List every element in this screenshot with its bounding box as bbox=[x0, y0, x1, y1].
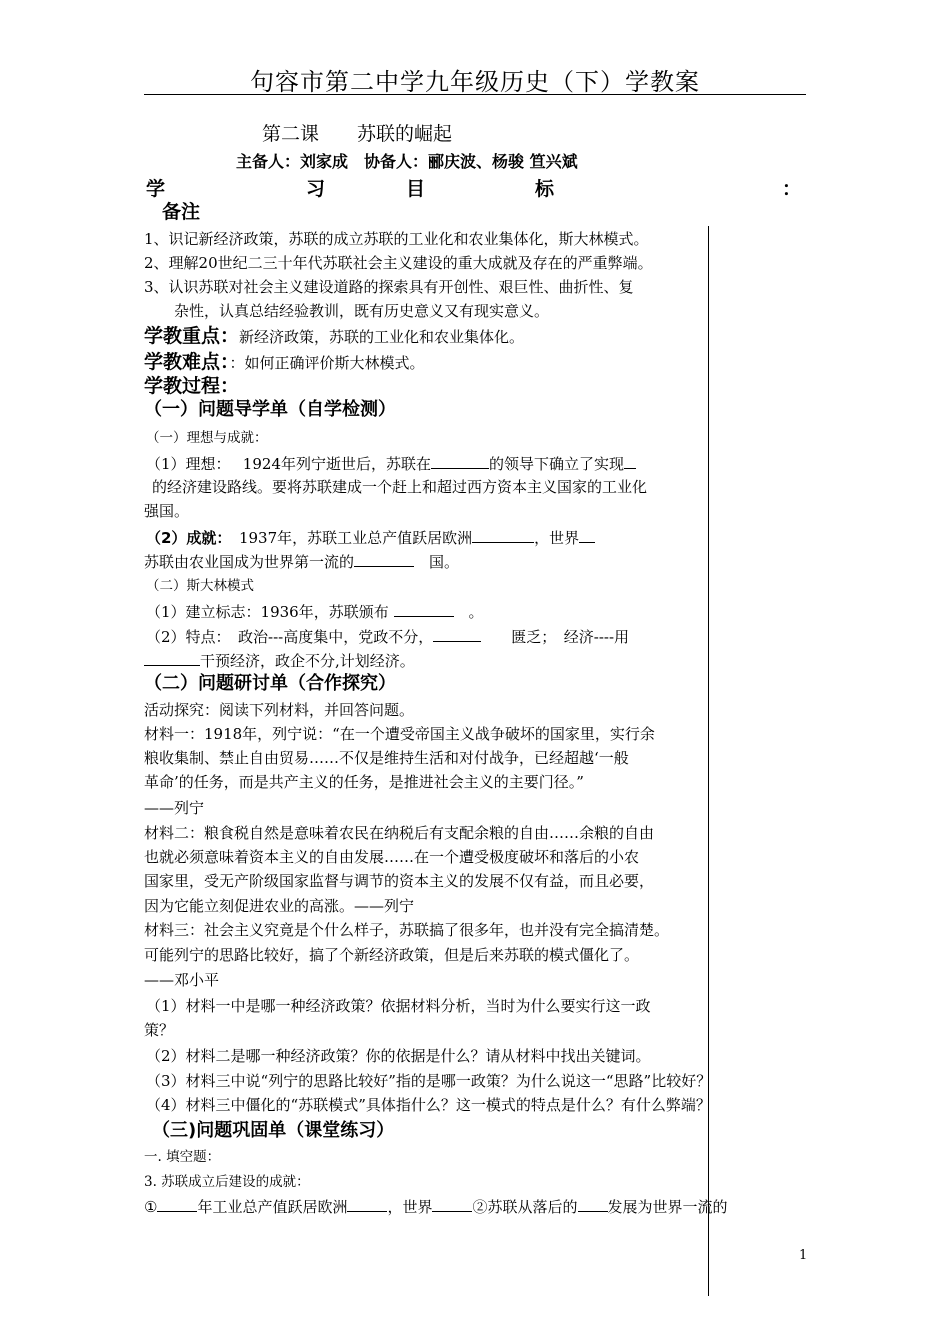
process-label: 学教过程： bbox=[144, 375, 240, 397]
section1-sub2: （二）斯大林模式 bbox=[146, 578, 254, 594]
focus-label: 学教重点： bbox=[144, 325, 240, 347]
blank-country-type[interactable] bbox=[354, 551, 414, 567]
section2-line-1: 活动探究：阅读下列材料，并回答问题。 bbox=[144, 701, 415, 719]
blank-constitution[interactable] bbox=[394, 601, 454, 617]
feature-cont: 干预经济，政企不分,计划经济。 bbox=[144, 650, 415, 671]
lesson-title: 第二课 苏联的崛起 bbox=[262, 123, 453, 145]
goal-char-1: 学 bbox=[146, 178, 166, 200]
remark-label: 备注 bbox=[162, 201, 201, 223]
feature-row: （2）特点： 政治---高度集中，党政不分， 匮乏； 经济----用 bbox=[146, 628, 630, 646]
difficulty-row bbox=[144, 352, 425, 373]
goal-char-3: 目 bbox=[406, 178, 426, 200]
goal-item-2: 2、理解20世纪二三十年代苏联社会主义建设的重大成就及存在的严重弊端。 bbox=[144, 254, 653, 272]
document-header: 句容市第二中学九年级历史（下）学教案 bbox=[250, 68, 700, 96]
goal-char-2: 习 bbox=[306, 178, 326, 200]
ideal-cont-2: 强国。 bbox=[144, 502, 190, 520]
goal-char-5: ： bbox=[782, 178, 802, 200]
goal-item-3-cont: 杂性，认真总结经验教训，既有历史意义又有现实意义。 bbox=[174, 302, 550, 320]
section2-line-8: 国家里，受无产阶级国家监督与调节的资本主义的发展不仅有益，而且必要， bbox=[144, 872, 655, 890]
lesson-authors: 主备人：刘家成 协备人：郦庆波、杨骏 笪兴斌 bbox=[236, 152, 578, 171]
blank-route[interactable] bbox=[624, 453, 636, 469]
section2-line-6: 材料二：粮食税自然是意味着农民在纳税后有支配余粮的自由……余粮的自由 bbox=[144, 824, 655, 842]
section2-line-3: 粮收集制、禁止自由贸易……不仅是维持生活和对付战争，已经超越‘一般 bbox=[144, 749, 629, 767]
section3-title: （三)问题巩固单（课堂练习） bbox=[152, 1120, 395, 1141]
blank-europe-rank[interactable] bbox=[472, 527, 534, 543]
section1-title: （一）问题导学单（自学检测） bbox=[144, 399, 396, 420]
fill-in-heading: 一. 填空题： bbox=[144, 1149, 221, 1165]
blank-year[interactable] bbox=[157, 1196, 197, 1212]
achievement-cont: 苏联由农业国成为世界第一流的 国。 bbox=[144, 553, 460, 571]
header-rule bbox=[144, 94, 806, 95]
section2-line-4: 革命’的任务，而是共产主义的任务，是推进社会主义的主要门径。” bbox=[144, 773, 584, 791]
question-4: （4）材料三中僵化的“苏联模式”具体指什么？这一模式的特点是什么？有什么弊端？ bbox=[146, 1096, 711, 1114]
goal-char-4: 标 bbox=[535, 178, 555, 200]
section2-line-12: ——邓小平 bbox=[144, 971, 220, 989]
section2-title: （二）问题研讨单（合作探究） bbox=[144, 673, 396, 694]
question-2: （2）材料二是哪一种经济政策？你的依据是什么？请从材料中找出关键词。 bbox=[146, 1047, 651, 1065]
focus-text: 新经济政策，苏联的工业化和农业集体化。 bbox=[239, 328, 525, 346]
remark-column-divider bbox=[708, 226, 709, 1296]
page-number: 1 bbox=[799, 1248, 808, 1263]
blank-leader[interactable] bbox=[431, 453, 489, 469]
question-3: （3）材料三中说“列宁的思路比较好”指的是哪一政策？为什么说这一“思路”比较好？ bbox=[146, 1072, 712, 1090]
question-3-heading: 3. 苏联成立后建设的成就： bbox=[144, 1174, 310, 1190]
goal-item-3: 3、认识苏联对社会主义建设道路的探索具有开创性、艰巨性、曲折性、复 bbox=[144, 278, 634, 296]
blank-world-rank[interactable] bbox=[579, 527, 595, 543]
establish-row: （1）建立标志：1936年，苏联颁布 。 bbox=[146, 603, 484, 621]
section2-line-2: 材料一：1918年，列宁说：“在一个遭受帝国主义战争破坏的国家里，实行余 bbox=[144, 725, 655, 743]
blank-political[interactable] bbox=[433, 626, 481, 642]
difficulty-label: 学教难点： bbox=[144, 351, 230, 373]
achievement-row: （2）成就： 1937年，苏联工业总产值跃居欧洲 ，世界 bbox=[146, 527, 595, 548]
blank-europe[interactable] bbox=[347, 1196, 387, 1212]
question-1: （1）材料一中是哪一种经济政策？依据材料分析，当时为什么要实行这一政 bbox=[146, 997, 651, 1015]
difficulty-text: ：如何正确评价斯大林模式。 bbox=[229, 354, 425, 372]
exercise-row: ① 年工业总产值跃居欧洲 ，世界 ②苏联从落后的 发展为世界一流的 bbox=[144, 1198, 728, 1216]
section1-sub1: （一）理想与成就： bbox=[146, 430, 268, 446]
section2-line-9: 因为它能立刻促进农业的高涨。——列宁 bbox=[144, 897, 415, 915]
blank-economic[interactable] bbox=[144, 650, 200, 666]
blank-origin[interactable] bbox=[578, 1196, 608, 1212]
section2-line-5: ——列宁 bbox=[144, 799, 205, 817]
focus-row bbox=[144, 326, 524, 347]
section2-line-7: 也就必须意味着资本主义的自由发展……在一个遭受极度破坏和落后的小农 bbox=[144, 848, 640, 866]
section2-line-10: 材料三：社会主义究竟是个什么样子，苏联搞了很多年，也并没有完全搞清楚。 bbox=[144, 921, 670, 939]
blank-world[interactable] bbox=[432, 1196, 472, 1212]
goal-item-1: 1、识记新经济政策，苏联的成立苏联的工业化和农业集体化，斯大林模式。 bbox=[144, 230, 649, 248]
ideal-cont: 的经济建设路线。要将苏联建成一个赶上和超过西方资本主义国家的工业化 bbox=[152, 478, 648, 496]
ideal-row: （1）理想： 1924年列宁逝世后，苏联在 的领导下确立了实现 bbox=[146, 453, 636, 474]
section2-line-11: 可能列宁的思路比较好，搞了个新经济政策，但是后来苏联的模式僵化了。 bbox=[144, 946, 640, 964]
question-1-cont: 策？ bbox=[144, 1021, 175, 1039]
